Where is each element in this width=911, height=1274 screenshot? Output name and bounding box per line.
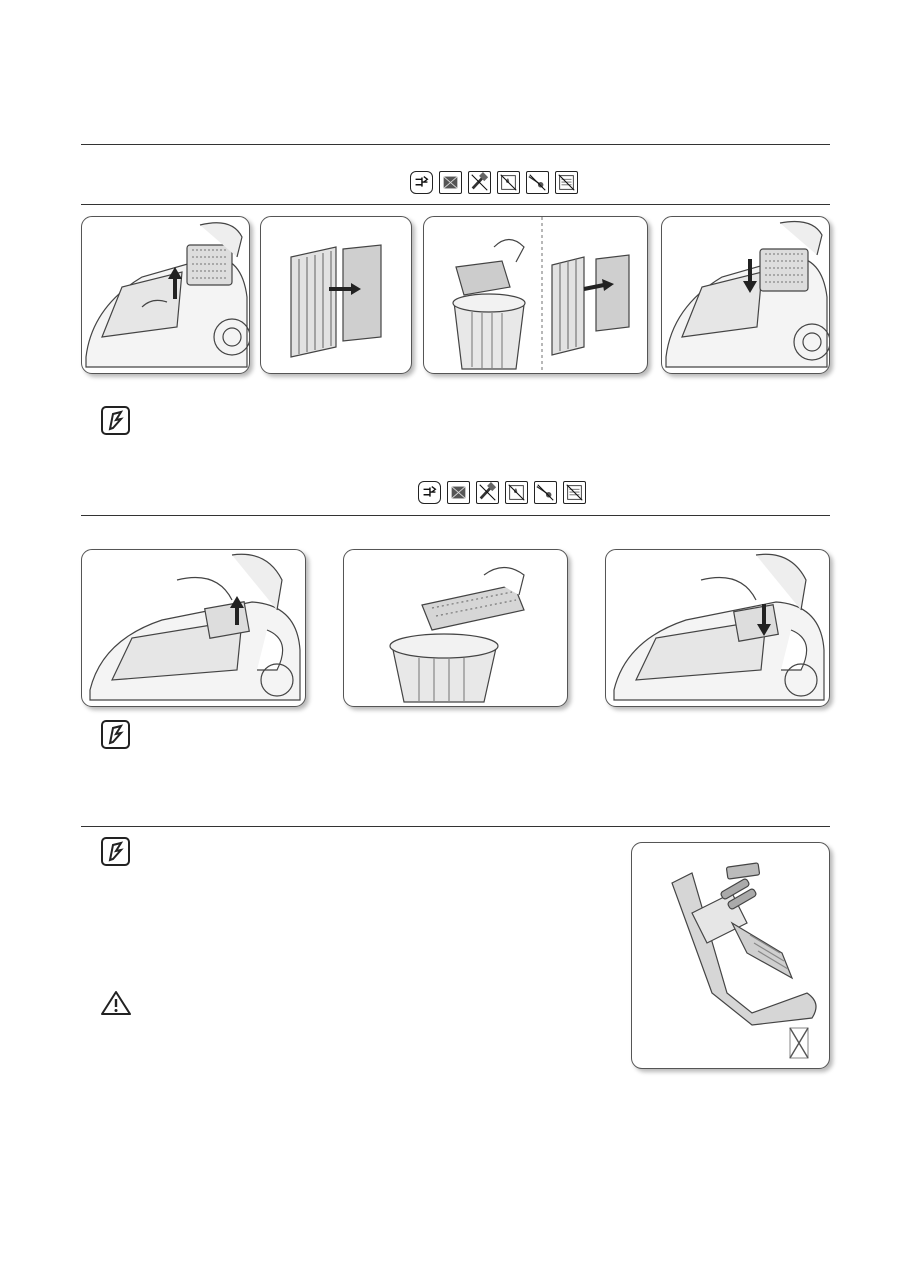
plug-icon [410, 171, 433, 194]
figure-remove-hepa [81, 549, 306, 707]
note-icon [101, 837, 130, 866]
section-icon-rule-2 [81, 515, 830, 516]
figure-handle-battery [631, 842, 830, 1069]
note-icon [101, 720, 130, 749]
section-icon-rule [81, 204, 830, 205]
figure-discard-hepa [343, 549, 568, 707]
figure-open-cover [81, 216, 250, 374]
warning-icon [100, 990, 132, 1016]
plug-icon [418, 481, 441, 504]
section-top-rule [81, 144, 830, 145]
figure-replace-filter [661, 216, 830, 374]
figure-filter-sheet [260, 216, 412, 374]
exhaust-filter-icon-row [410, 171, 578, 194]
wash-icon [447, 481, 470, 504]
brush-icon [468, 171, 491, 194]
wash-icon [439, 171, 462, 194]
replace-icon [563, 481, 586, 504]
section-rule-3 [81, 826, 830, 827]
figure-discard-and-insert [423, 216, 648, 374]
dry-icon [526, 171, 549, 194]
dry-icon [534, 481, 557, 504]
replace-icon [555, 171, 578, 194]
hepa-filter-icon-row [418, 481, 586, 504]
figure-install-hepa [605, 549, 830, 707]
water-icon [497, 171, 520, 194]
brush-icon [476, 481, 499, 504]
water-icon [505, 481, 528, 504]
note-icon [101, 406, 130, 435]
